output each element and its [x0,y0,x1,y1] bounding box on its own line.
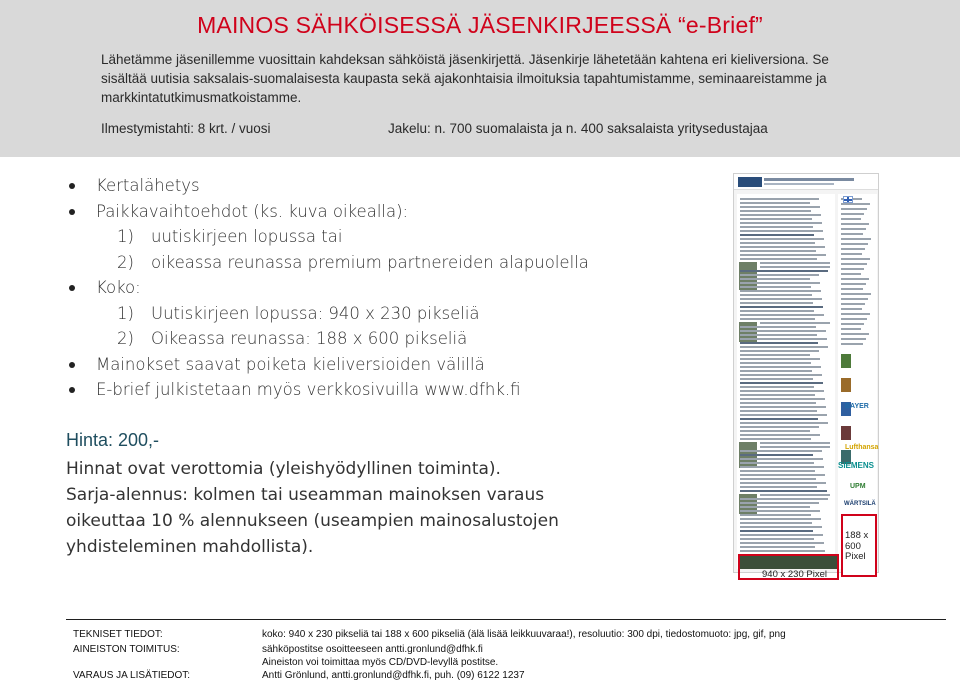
price-heading: Hinta: 200,- [66,430,160,450]
bullet-item: E-brief julkistetaan myös verkkosivuilla www.dfhk.fi [66,378,706,404]
bullet-item: Kertalähetys [66,174,706,200]
newsletter-thumbnail [733,173,879,573]
thumbnail-text-line [740,534,823,536]
thumbnail-text-line [740,502,819,504]
thumbnail-text-line [760,262,830,264]
bullet-dot-icon [69,209,75,215]
footer-label-contact: VARAUS JA LISÄTIEDOT: [73,670,191,680]
thumbnail-text-line [740,258,817,260]
thumbnail-text-line [740,486,817,488]
thumbnail-text-line [740,406,826,408]
thumbnail-text-line [740,198,819,200]
thumbnail-text-line [740,294,812,296]
thumbnail-side-line [841,303,865,305]
thumbnail-text-line [740,526,822,528]
thumbnail-side-line [841,263,867,265]
thumbnail-text-line [740,454,813,456]
thumbnail-side-line [841,233,863,235]
thumbnail-text-line [740,306,823,308]
bullet-item: Paikkavaihtoehdot (ks. kuva oikealla): [66,200,706,226]
thumbnail-text-line [740,302,813,304]
thumbnail-side-line [841,248,865,250]
thumbnail-text-line [740,518,821,520]
thumbnail-text-line [740,490,827,492]
frequency-text: Ilmestymistahti: 8 krt. / vuosi [101,121,271,136]
thumbnail-side-line [841,228,866,230]
thumbnail-side-line [841,203,870,205]
thumbnail-text-line [740,338,827,340]
thumbnail-partner-tile [841,354,851,368]
thumbnail-text-line [740,342,818,344]
thumbnail-text-line [740,298,822,300]
footer-value-contact: Antti Grönlund, antti.gronlund@dfhk.fi, puh. (09) 6122 1237 [262,670,525,680]
footer-divider [66,619,946,620]
thumbnail-text-line [740,318,815,320]
bullet-dot-icon [69,362,75,368]
siemens-logo-icon: SIEMENS [838,461,875,470]
bayer-logo-icon: BAYER [845,403,869,410]
thumbnail-text-line [740,474,825,476]
thumbnail-text-line [740,290,821,292]
thumbnail-text-line [740,478,816,480]
thumbnail-text-line [740,430,810,432]
thumbnail-text-line [740,354,810,356]
thumbnail-text-line [740,470,815,472]
thumbnail-side-line [841,268,864,270]
thumbnail-side-line [841,288,863,290]
sub-item: 2) oikeassa reunassa premium partnereiden alapuolella [117,252,589,272]
thumbnail-side-line [841,243,868,245]
thumbnail-side-line [841,278,869,280]
newsletter-side-column [838,194,877,569]
sub-item: 2) Oikeassa reunassa: 188 x 600 pikseliä [117,329,468,348]
thumbnail-text-line [740,410,817,412]
footer-label-delivery: AINEISTON TOIMITUS: [73,644,180,655]
thumbnail-side-line [841,223,869,225]
price-line: Hinnat ovat verottomia (yleishyödyllinen toiminta). [66,459,501,479]
thumbnail-text-line [740,334,817,336]
thumbnail-text-line [740,434,820,436]
finland-flag-icon [843,196,853,203]
thumbnail-text-line [760,322,830,324]
thumbnail-text-line [740,218,812,220]
thumbnail-text-line [740,374,822,376]
bullet-list [66,174,706,404]
price-details [66,456,626,560]
thumbnail-text-line [740,214,821,216]
thumbnail-text-line [740,310,814,312]
thumbnail-text-line [740,510,820,512]
price-line: yhdisteleminen mahdollista). [66,537,314,557]
thumbnail-text-line [740,282,820,284]
thumbnail-text-line [740,398,825,400]
thumbnail-side-line [841,313,870,315]
thumbnail-text-line [740,382,823,384]
thumbnail-text-line [740,242,815,244]
thumbnail-text-line [740,530,813,532]
bullet-item: Mainokset saavat poiketa kieliversioiden välillä [66,353,706,379]
thumbnail-text-line [740,330,826,332]
thumbnail-text-line [740,414,827,416]
thumbnail-text-line [740,366,821,368]
thumbnail-text-line [740,202,810,204]
thumbnail-text-line [740,226,813,228]
thumbnail-side-line [841,323,864,325]
thumbnail-text-line [740,222,822,224]
footer-value-delivery: sähköpostitse osoitteeseen antti.gronlund@dfhk.fi [262,644,483,655]
thumbnail-side-line [841,213,864,215]
intro-text: Lähetämme jäsenillemme vuosittain kahdeksan sähköistä jäsenkirjettä. Jäsenkirje lähetetään kahtena eri kieliversiona. Se sisältää uutisia saksalais-suomalaisesta kaupasta sekä ajakonhtaisia ilmoituksia tapahtumistamme, seminaareistamme ja markkintatutkimusmatkoistamme. [101,52,829,105]
thumbnail-text-line [740,238,824,240]
thumbnail-text-line [740,326,816,328]
thumbnail-text-line [740,346,828,348]
thumbnail-text-line [740,386,814,388]
thumbnail-side-line [841,253,862,255]
thumbnail-side-line [841,238,871,240]
thumbnail-side-line [841,273,861,275]
thumbnail-side-line [841,258,870,260]
thumbnail-text-line [740,550,825,552]
header-band [0,0,960,157]
thumbnail-text-line [740,246,825,248]
bullet-dot-icon [69,387,75,393]
thumbnail-text-line [740,278,810,280]
thumbnail-text-line [740,418,818,420]
sub-item: 1) Uutiskirjeen lopussa: 940 x 230 pikseliä [117,303,480,323]
distribution-text: Jakelu: n. 700 suomalaista ja n. 400 saksalaista yritysedustajaa [388,121,768,136]
thumbnail-text-line [740,350,819,352]
thumbnail-text-line [740,286,811,288]
footer-value-tech: koko: 940 x 230 pikseliä tai 188 x 600 pikseliä (älä lisää leikkuuvaraa!), resoluutio: 300 dpi, tiedostomuoto: jpg, gif, png [262,629,786,640]
thumbnail-side-line [841,308,862,310]
thumbnail-text-line [740,498,828,500]
thumbnail-text-line [740,230,823,232]
thumbnail-side-line [841,208,867,210]
newsletter-header [734,174,879,190]
wartsila-logo-icon: WÄRTSILÄ [844,501,876,507]
thumbnail-side-line [841,218,861,220]
thumbnail-text-line [740,206,820,208]
footer-value-delivery-2: Aineiston voi toimittaa myös CD/DVD-levyllä postitse. [262,657,499,668]
side-ad-size-label: 188 x 600 Pixel [845,530,869,562]
thumbnail-text-line [740,546,815,548]
thumbnail-text-line [740,270,828,272]
bullet-dot-icon [69,285,75,291]
thumbnail-side-line [841,283,866,285]
thumbnail-text-line [740,390,824,392]
newsletter-main-column [737,194,835,569]
thumbnail-text-line [740,250,816,252]
thumbnail-text-line [740,210,811,212]
sub-item: 1) uutiskirjeen lopussa tai [117,227,343,246]
thumbnail-text-line [740,438,811,440]
thumbnail-partner-tile [841,426,851,440]
bullet-item: Koko: [66,276,706,302]
page-title: MAINOS SÄHKÖISESSÄ JÄSENKIRJEESSÄ “e-Brief” [197,12,763,38]
thumbnail-text-line [760,266,830,268]
thumbnail-text-line [760,446,830,448]
thumbnail-text-line [740,358,820,360]
thumbnail-text-line [740,450,822,452]
thumbnail-text-line [740,538,814,540]
thumbnail-text-line [740,370,812,372]
footer-label-tech: TEKNISET TIEDOT: [73,629,163,640]
thumbnail-partner-tile [841,378,851,392]
lufthansa-logo-icon: Lufthansa [845,444,879,451]
price-line: Sarja-alennus: kolmen tai useamman mainoksen varaus [66,485,545,505]
thumbnail-side-line [841,328,861,330]
thumbnail-text-line [740,466,824,468]
thumbnail-text-line [740,522,812,524]
thumbnail-side-line [841,333,869,335]
thumbnail-side-line [841,293,871,295]
upm-logo-icon: UPM [850,483,866,490]
thumbnail-text-line [740,426,819,428]
thumbnail-text-line [740,422,828,424]
bullet-dot-icon [69,183,75,189]
thumbnail-text-line [740,394,815,396]
thumbnail-text-line [740,514,811,516]
thumbnail-text-line [740,506,810,508]
thumbnail-text-line [740,274,819,276]
thumbnail-text-line [740,542,824,544]
thumbnail-side-line [841,338,866,340]
thumbnail-side-line [841,298,868,300]
price-line: oikeuttaa 10 % alennukseen (useampien mainosalustojen [66,511,559,531]
thumbnail-text-line [740,462,814,464]
thumbnail-side-line [841,318,867,320]
thumbnail-text-line [740,362,811,364]
thumbnail-text-line [740,254,826,256]
thumbnail-text-line [740,482,826,484]
thumbnail-text-line [740,378,813,380]
chamber-logo-icon [738,177,762,187]
thumbnail-text-line [740,402,816,404]
thumbnail-side-line [841,343,863,345]
thumbnail-text-line [740,314,824,316]
thumbnail-text-line [760,494,830,496]
thumbnail-text-line [760,442,830,444]
thumbnail-text-line [740,458,823,460]
thumbnail-text-line [740,234,814,236]
bottom-ad-size-label: 940 x 230 Pixel [762,569,827,580]
